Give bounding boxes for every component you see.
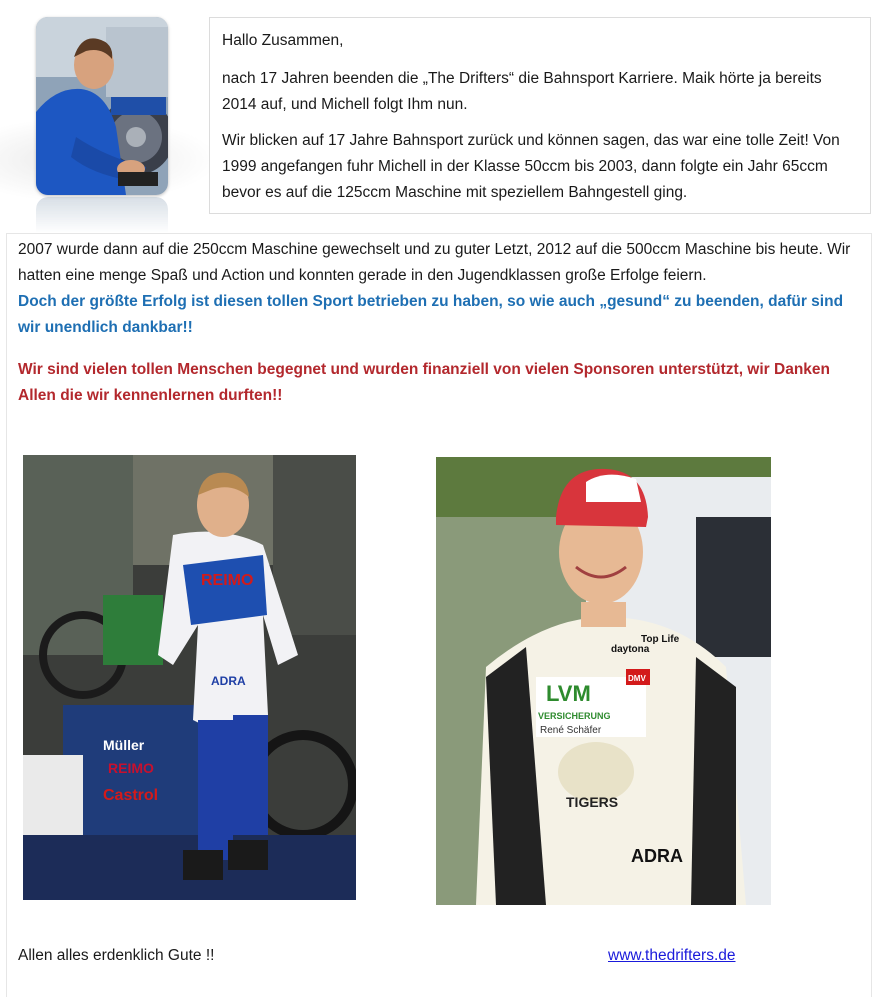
- suit-logo-dmv: DMV: [628, 674, 646, 683]
- main-paragraph: 2007 wurde dann auf die 250ccm Maschine gewechselt und zu guter Letzt, 2012 auf die 500ccm Maschine bis heute. Wir hatten eine menge Spaß und Action und konnten gerade in den Jugendklassen große Erfolge feiern.: [18, 241, 851, 284]
- suit-logo-toplife: Top Life: [641, 634, 680, 645]
- red-highlight-text: Wir sind vielen tollen Menschen begegnet und wurden finanziell von vielen Sponsoren unterstützt, wir Danken Allen die wir kennenlernen durften!!: [18, 361, 830, 404]
- greeting-text: Hallo Zusammen,: [222, 32, 344, 49]
- mechanic-photo: [36, 17, 168, 195]
- bike-logo-mueller: Müller: [103, 737, 145, 753]
- mechanic-photo-reflection: [36, 197, 168, 233]
- suit-logo-daytona: daytona: [611, 644, 650, 655]
- suit-logo-adra: ADRA: [211, 674, 246, 688]
- suit-logo-reimo: REIMO: [201, 572, 254, 589]
- bike-logo-castrol: Castrol: [103, 787, 159, 804]
- suit-logo-lvm: LVM: [546, 681, 591, 706]
- website-link[interactable]: www.thedrifters.de: [608, 947, 736, 964]
- closing-text: Allen alles erdenklich Gute !!: [18, 947, 215, 964]
- blue-highlight-text: Doch der größte Erfolg ist diesen tollen Sport betrieben zu haben, so wie auch „gesund“ zu beenden, dafür sind wir unendlich dankbar!!: [18, 293, 844, 336]
- bike-logo-reimo: REIMO: [108, 760, 154, 776]
- suit-logo-tigers: TIGERS: [566, 794, 619, 810]
- intro-text-box: [209, 17, 871, 214]
- intro-paragraph-1: nach 17 Jahren beenden die „The Drifters“ die Bahnsport Karriere. Maik hörte ja bereits 2014 auf, und Michell folgt Ihm nun.: [222, 70, 822, 113]
- rider-photo-right: [436, 457, 771, 905]
- rider-photo-left: [23, 455, 356, 900]
- suit-logo-rene-schaefer: René Schäfer: [540, 725, 602, 736]
- intro-paragraph-2: Wir blicken auf 17 Jahre Bahnsport zurück und können sagen, das war eine tolle Zeit! Von 1999 angefangen fuhr Michell in der Klasse 50ccm bis 2003, dann folgte ein Jahr 65ccm bevor es auf die 125ccm Maschine mit speziellem Bahngestell ging.: [222, 132, 840, 201]
- suit-logo-versicherung: VERSICHERUNG: [538, 711, 611, 721]
- suit-logo-adra-right: ADRA: [631, 846, 683, 866]
- main-text-block: [18, 237, 868, 409]
